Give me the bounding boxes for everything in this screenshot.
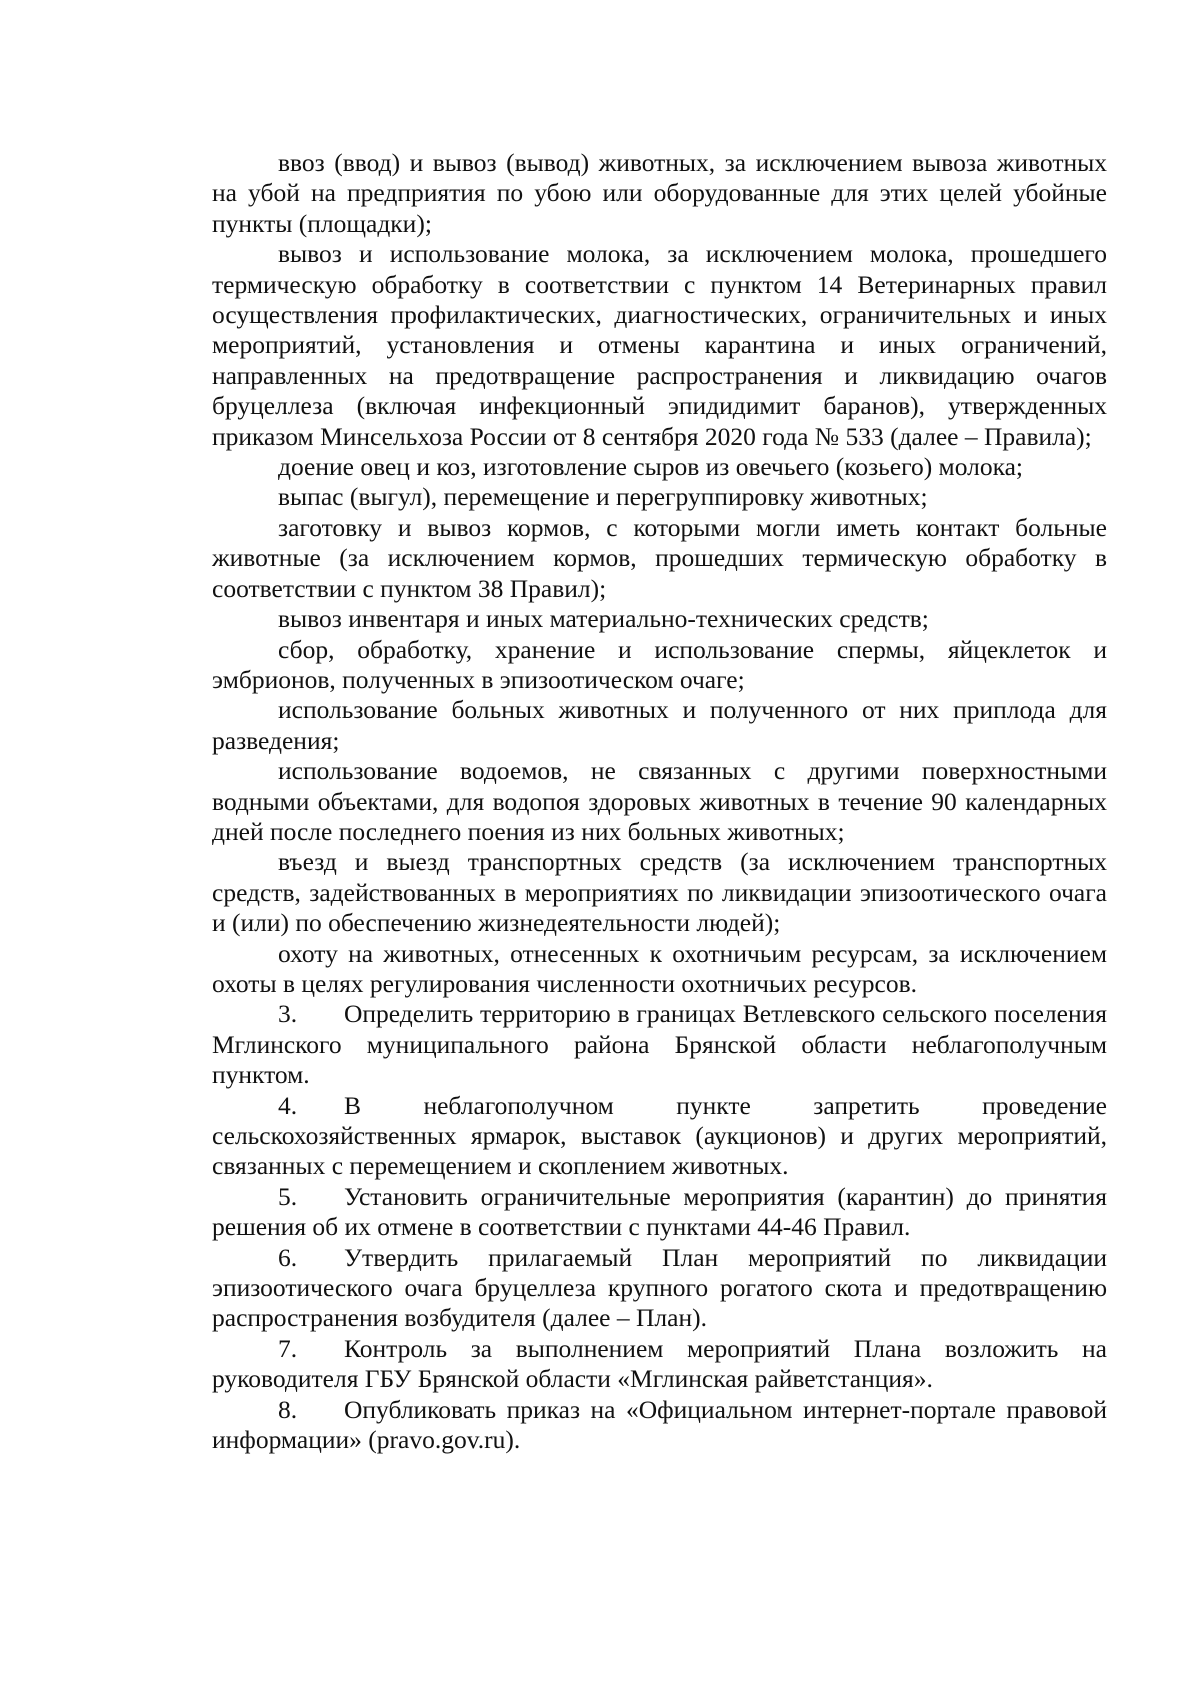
restriction-item: ввоз (ввод) и вывоз (вывод) животных, за исключением вывоза животных на убой на предприятия по убою или оборудованные для этих целей убойные пункты (площадки); xyxy=(212,148,1107,238)
clause-number: 7. xyxy=(278,1333,298,1363)
restriction-item: заготовку и вывоз кормов, с которыми могли иметь контакт больные животные (за исключением кормов, прошедших термическую обработку в соответствии с пунктом 38 Правил); xyxy=(212,512,1107,603)
restriction-item: доение овец и коз, изготовление сыров из овечьего (козьего) молока; xyxy=(278,452,1023,482)
clause-text: Установить ограничительные мероприятия (карантин) до принятия решения об их отмене в соответствии с пунктами 44-46 Правил. xyxy=(212,1181,1107,1242)
clause-4 xyxy=(212,1091,1107,1182)
restriction-item: выпас (выгул), перемещение и перегруппировку животных; xyxy=(278,482,928,512)
clause-text: Опубликовать приказ на «Официальном интернет-портале правовой информации» (pravo.gov.ru). xyxy=(212,1394,1107,1455)
document-body xyxy=(212,148,1107,1455)
clause-6 xyxy=(212,1243,1107,1334)
clause-number: 8. xyxy=(278,1394,298,1424)
clause-text: Определить территорию в границах Ветлевского сельского поселения Мглинского муниципального района Брянской области неблагополучным пунктом. xyxy=(212,999,1107,1090)
restriction-item: вывоз инвентаря и иных материально-технических средств; xyxy=(278,604,929,634)
clause-3 xyxy=(212,999,1107,1090)
restriction-item: охоту на животных, отнесенных к охотничьим ресурсам, за исключением охоты в целях регулирования численности охотничьих ресурсов. xyxy=(212,938,1107,998)
clause-8 xyxy=(212,1395,1107,1456)
clause-5 xyxy=(212,1182,1107,1243)
clause-text: Контроль за выполнением мероприятий Плана возложить на руководителя ГБУ Брянской области «Мглинская райветстанция». xyxy=(212,1333,1107,1394)
clause-number: 3. xyxy=(278,999,298,1029)
restriction-item: использование больных животных и полученного от них приплода для разведения; xyxy=(212,695,1107,755)
restriction-item: вывоз и использование молока, за исключением молока, прошедшего термическую обработку в соответствии с пунктом 14 Ветеринарных правил осуществления профилактических, диагностических, ограничительных и иных мероприятий, установления и отмены карантина и иных ограничений, направленных на предотвращение распространения и ликвидацию очагов бруцеллеза (включая инфекционный эпидидимит баранов), утвержденных приказом Минсельхоза России от 8 сентября 2020 года № 533 (далее – Правила); xyxy=(212,239,1107,451)
clause-text: Утвердить прилагаемый План мероприятий по ликвидации эпизоотического очага бруцеллеза крупного рогатого скота и предотвращению распространения возбудителя (далее – План). xyxy=(212,1242,1107,1333)
restriction-item: сбор, обработку, хранение и использование спермы, яйцеклеток и эмбрионов, полученных в эпизоотическом очаге; xyxy=(212,634,1107,694)
restriction-item: въезд и выезд транспортных средств (за исключением транспортных средств, задействованных в мероприятиях по ликвидации эпизоотического очага и (или) по обеспечению жизнедеятельности людей); xyxy=(212,847,1107,938)
clause-number: 5. xyxy=(278,1181,298,1211)
clause-7 xyxy=(212,1334,1107,1395)
clause-text: В неблагополучном пункте запретить проведение сельскохозяйственных ярмарок, выставок (аукционов) и других мероприятий, связанных с перемещением и скоплением животных. xyxy=(212,1090,1107,1181)
restriction-item: использование водоемов, не связанных с другими поверхностными водными объектами, для водопоя здоровых животных в течение 90 календарных дней после последнего поения из них больных животных; xyxy=(212,756,1107,846)
clause-number: 4. xyxy=(278,1090,298,1120)
clause-number: 6. xyxy=(278,1242,298,1272)
